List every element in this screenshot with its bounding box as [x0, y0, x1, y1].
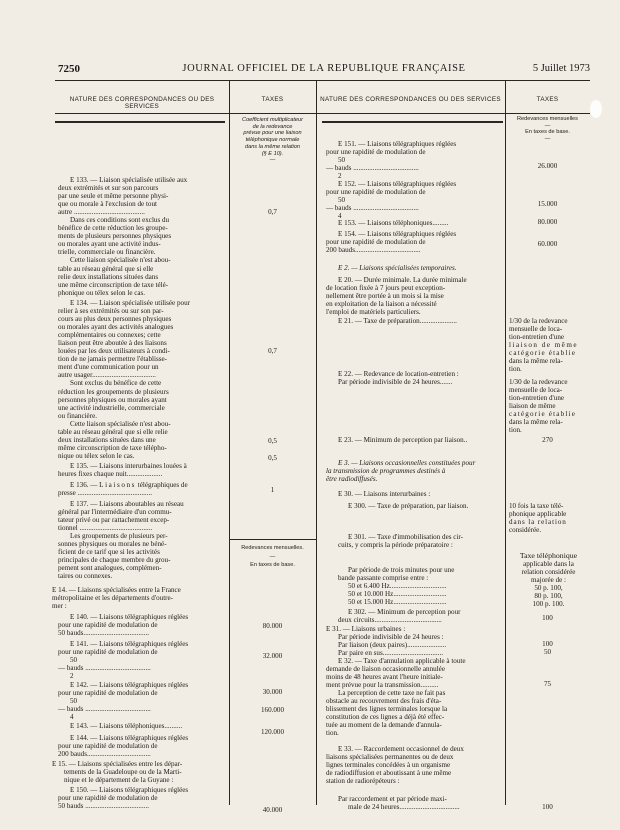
- value-e301: Taxe téléphonique applicable dans la relation considérée majorée de : 50 p. 100, 80 p. 100, 100 p. 100.: [519, 551, 578, 609]
- value-e133: 0,7: [268, 208, 277, 216]
- entry-e15: E 15. — Liaisons spécialisées entre les dépar- tements de la Guadeloupe ou de la Marti- nique et le département de la Guyane :: [52, 760, 183, 785]
- entry-e30: E 30. — Liaisons interurbaines :: [338, 490, 431, 498]
- entry-e133: E 133. — Liaison spécialisée utilisée aux deux extrémités et sur son parcours par une seule et même personne physi- que ou morale à l'exclusion de tout autre ........................................ Dans ces conditions sont exclus du bénéfice de cette réduction les groupe- ments de plusieurs personnes physiques ou morales ayant une activité indus- trielle, commerciale ou financière. Cette liaison spécialisée n'est abou- table au réseau général que si elle relie deux installations situées dans une même circonscription de taxe télé- phonique ou télex selon le cas.: [58, 176, 188, 297]
- entry-e14: E 14. — Liaisons spécialisées entre la France métropolitaine et les départements d'outre- mer :: [52, 586, 181, 611]
- entry-e3: E 3. — Liaisons occasionnelles constituées pour la transmission de programmes destinés à être radiodiffusés.: [326, 459, 476, 484]
- entry-e152: E 152. — Liaisons télégraphiques réglées pour une rapidité de modulation de 50 — bauds ..................................... 4: [326, 180, 457, 221]
- entry-e22: E 22. — Redevance de location-entretien : Par période indivisible de 24 heures.......: [338, 370, 459, 387]
- col-nature-right: NATURE DES CORRESPONDANCES OU DES SERVICES: [320, 96, 501, 103]
- value-e140: 80.000: [262, 622, 283, 630]
- entry-e32: E 32. — Taxe d'annulation applicable à toute demande de liaison occasionnelle annulée moins de 48 heures avant l'heure initiale- ment prévue pour la transmission.......... La perception de cette taxe ne fait pas obstacle au recouvrement des frais d'éta- blissement des lignes terminales lorsque la constitution de ces lignes a déjà été effec- tuée au moment de la demande d'annula- tion.: [326, 657, 466, 738]
- coef-note: Coefficient multiplicateur de la redevance prévue pour une liaison téléphonique normale dans la même relation (§ E 10). —: [242, 117, 303, 164]
- entry-e31: E 31. — Liaisons urbaines : Par période indivisible de 24 heures : Par liaison (deux paires)...................... Par paire en sus..................................: [326, 625, 447, 658]
- entry-e135: E 135. — Liaisons interurbaines louées à heures fixes chaque nuit....................: [58, 462, 187, 479]
- entry-e144: E 144. — Liaisons télégraphiques réglées pour une rapidité de modulation de 200 bauds....................................: [58, 734, 189, 759]
- entry-e23: E 23. — Minimum de perception par liaison..: [338, 436, 468, 444]
- page-header: [58, 63, 590, 77]
- value-e135: 0,5: [268, 437, 277, 445]
- col-head-rule: [55, 113, 590, 114]
- value-e154: 60.000: [537, 240, 558, 248]
- paper-stain: [590, 100, 602, 118]
- entry-e143: E 143. — Liaisons téléphoniques..........: [70, 722, 183, 730]
- value-e143: 160.000: [260, 706, 285, 714]
- header-rule: [55, 80, 590, 81]
- issue-date: 5 Juillet 1973: [532, 63, 590, 74]
- entry-e20: E 20. — Durée minimale. La durée minimale de location fixée à 7 jours peut exception- nellement être portée à un mois si la mise en exploitation de la liaison a nécessité l'emploi de matériels particuliers.: [326, 276, 467, 317]
- entry-e136: E 136. — Liaisons télégraphiques de presse ..........................................: [58, 481, 188, 498]
- value-e33: 100: [542, 803, 553, 811]
- entry-e301: E 301. — Taxe d'immobilisation des cir- cuits, y compris la période préparatoire :: [338, 533, 463, 550]
- entry-e151: E 151. — Liaisons télégraphiques réglées pour une rapidité de modulation de 50 — bauds ..................................... 2: [326, 140, 457, 181]
- entry-e142: E 142. — Liaisons télégraphiques réglées pour une rapidité de modulation de 50 — bauds ..................................... 4: [58, 681, 189, 722]
- journal-title: JOURNAL OFFICIEL DE LA REPUBLIQUE FRANÇAISE: [182, 63, 466, 74]
- col-nature-left: NATURE DES CORRESPONDANCES OU DES SERVICES: [69, 96, 215, 110]
- entry-e33: E 33. — Raccordement occasionnel de deux liaisons spécialisées permanentes ou de deux lignes terminales concédées à un organisme de radiodiffusion et aboutissant à une même station de radiorépéteurs :: [326, 745, 464, 786]
- value-e137: 1: [270, 486, 275, 494]
- value-e144: 120.000: [260, 728, 285, 736]
- entry-e140: E 140. — Liaisons télégraphiques réglées pour une rapidité de modulation de 50 bauds.....................................: [58, 613, 189, 638]
- value-e150: 40.000: [262, 806, 283, 814]
- value-e32: 75: [543, 680, 552, 688]
- redev-note-left: Redevances mensuelles. — En taxes de base.: [241, 545, 304, 569]
- value-e21: 1/30 de la redevance mensuelle de loca- tion-entretien d'une liaison de même catégorie établie dans la même rela- tion.: [509, 317, 578, 374]
- value-e141: 32.000: [262, 652, 283, 660]
- value-e22: 1/30 de la redevance mensuelle de loca- tion-entretien d'une liaison de même catégorie établie dans la même rela- tion.: [509, 378, 577, 435]
- entry-e2: E 2. — Liaisons spécialisées temporaires.: [338, 264, 457, 272]
- entry-e137: E 137. — Liaisons aboutables au réseau général par l'intermédiaire d'un commu- tateur privé ou par rattachement excep- tionnel ......................................... Les groupements de plusieurs per- sonnes physiques ou morales ne béné- ficient de ce tarif que si les activités principales de chaque membre du grou- pement sont analogues, complémen- taires ou connexes.: [58, 500, 184, 581]
- value-e300: 10 fois la taxe télé- phonique applicable dans la relation considérée.: [509, 502, 567, 535]
- value-e302: 100: [542, 614, 553, 622]
- entry-e150: E 150. — Liaisons télégraphiques réglées pour une rapidité de modulation de 50 bauds ....................................: [58, 786, 189, 811]
- value-e142: 30.000: [262, 688, 283, 696]
- entry-e302: E 302. — Minimum de perception pour deux circuits......................................: [338, 608, 461, 625]
- value-e31-paire: 50: [543, 648, 552, 656]
- left-subrule: [55, 121, 225, 123]
- vline-2: [316, 80, 317, 805]
- value-e134: 0,7: [268, 347, 277, 355]
- redev-note-right: Redevances mensuelles — En taxes de base. —: [517, 116, 578, 143]
- value-e151: 26.000: [537, 162, 558, 170]
- entry-e21: E 21. — Taxe de préparation.....................: [338, 317, 457, 325]
- value-e153: 80.000: [537, 218, 558, 226]
- value-e152: 15.000: [537, 200, 558, 208]
- col-taxes-left: TAXES: [261, 96, 284, 103]
- value-e23: 270: [542, 436, 553, 444]
- right-subrule: [322, 121, 503, 123]
- entry-e33-raccord: Par raccordement et par période maxi- male de 24 heures..................................: [338, 795, 460, 812]
- entry-e141: E 141. — Liaisons télégraphiques réglées pour une rapidité de modulation de 50 — bauds ..................................... 2: [58, 640, 189, 681]
- entry-e301-bands: Par période de trois minutes pour une bande passante comprise entre : 50 et 6.400 Hz................................ 50 et 10.000 Hz.............................. 50 et 15.000 Hz..............................: [338, 566, 455, 607]
- entry-e300: E 300. — Taxe de préparation, par liaison.: [348, 502, 469, 510]
- page-number: 7250: [58, 63, 80, 75]
- entry-e154: E 154. — Liaisons télégraphiques réglées pour une rapidité de modulation de 200 bauds.....................................: [326, 230, 457, 255]
- left-redev-rule: [229, 539, 316, 540]
- entry-e153: E 153. — Liaisons téléphoniques.........: [338, 219, 449, 227]
- col-taxes-right: TAXES: [536, 96, 559, 103]
- value-e136: 0,5: [268, 454, 277, 462]
- entry-e134: E 134. — Liaison spécialisée utilisée pour relier à ses extrémités ou sur son par- cours au plus deux personnes physiques ou morales ayant des activités analogues complémentaires ou connexes; cette liaison peut être aboutée à des liaisons louées par les deux utilisateurs à condi- tion de ne jamais permettre l'établisse- ment d'une communication pour un autre usager.................................... Sont exclus du bénéfice de cette réduction les groupements de plusieurs personnes physiques ou morales ayant une activité industrielle, commerciale ou financière. Cette liaison spécialisée n'est abou- table au réseau général que si elle relie deux installations situées dans une même circonscription de taxe télépho- nique ou télex selon le cas.: [58, 299, 190, 460]
- value-e31-liaison: 100: [542, 640, 553, 648]
